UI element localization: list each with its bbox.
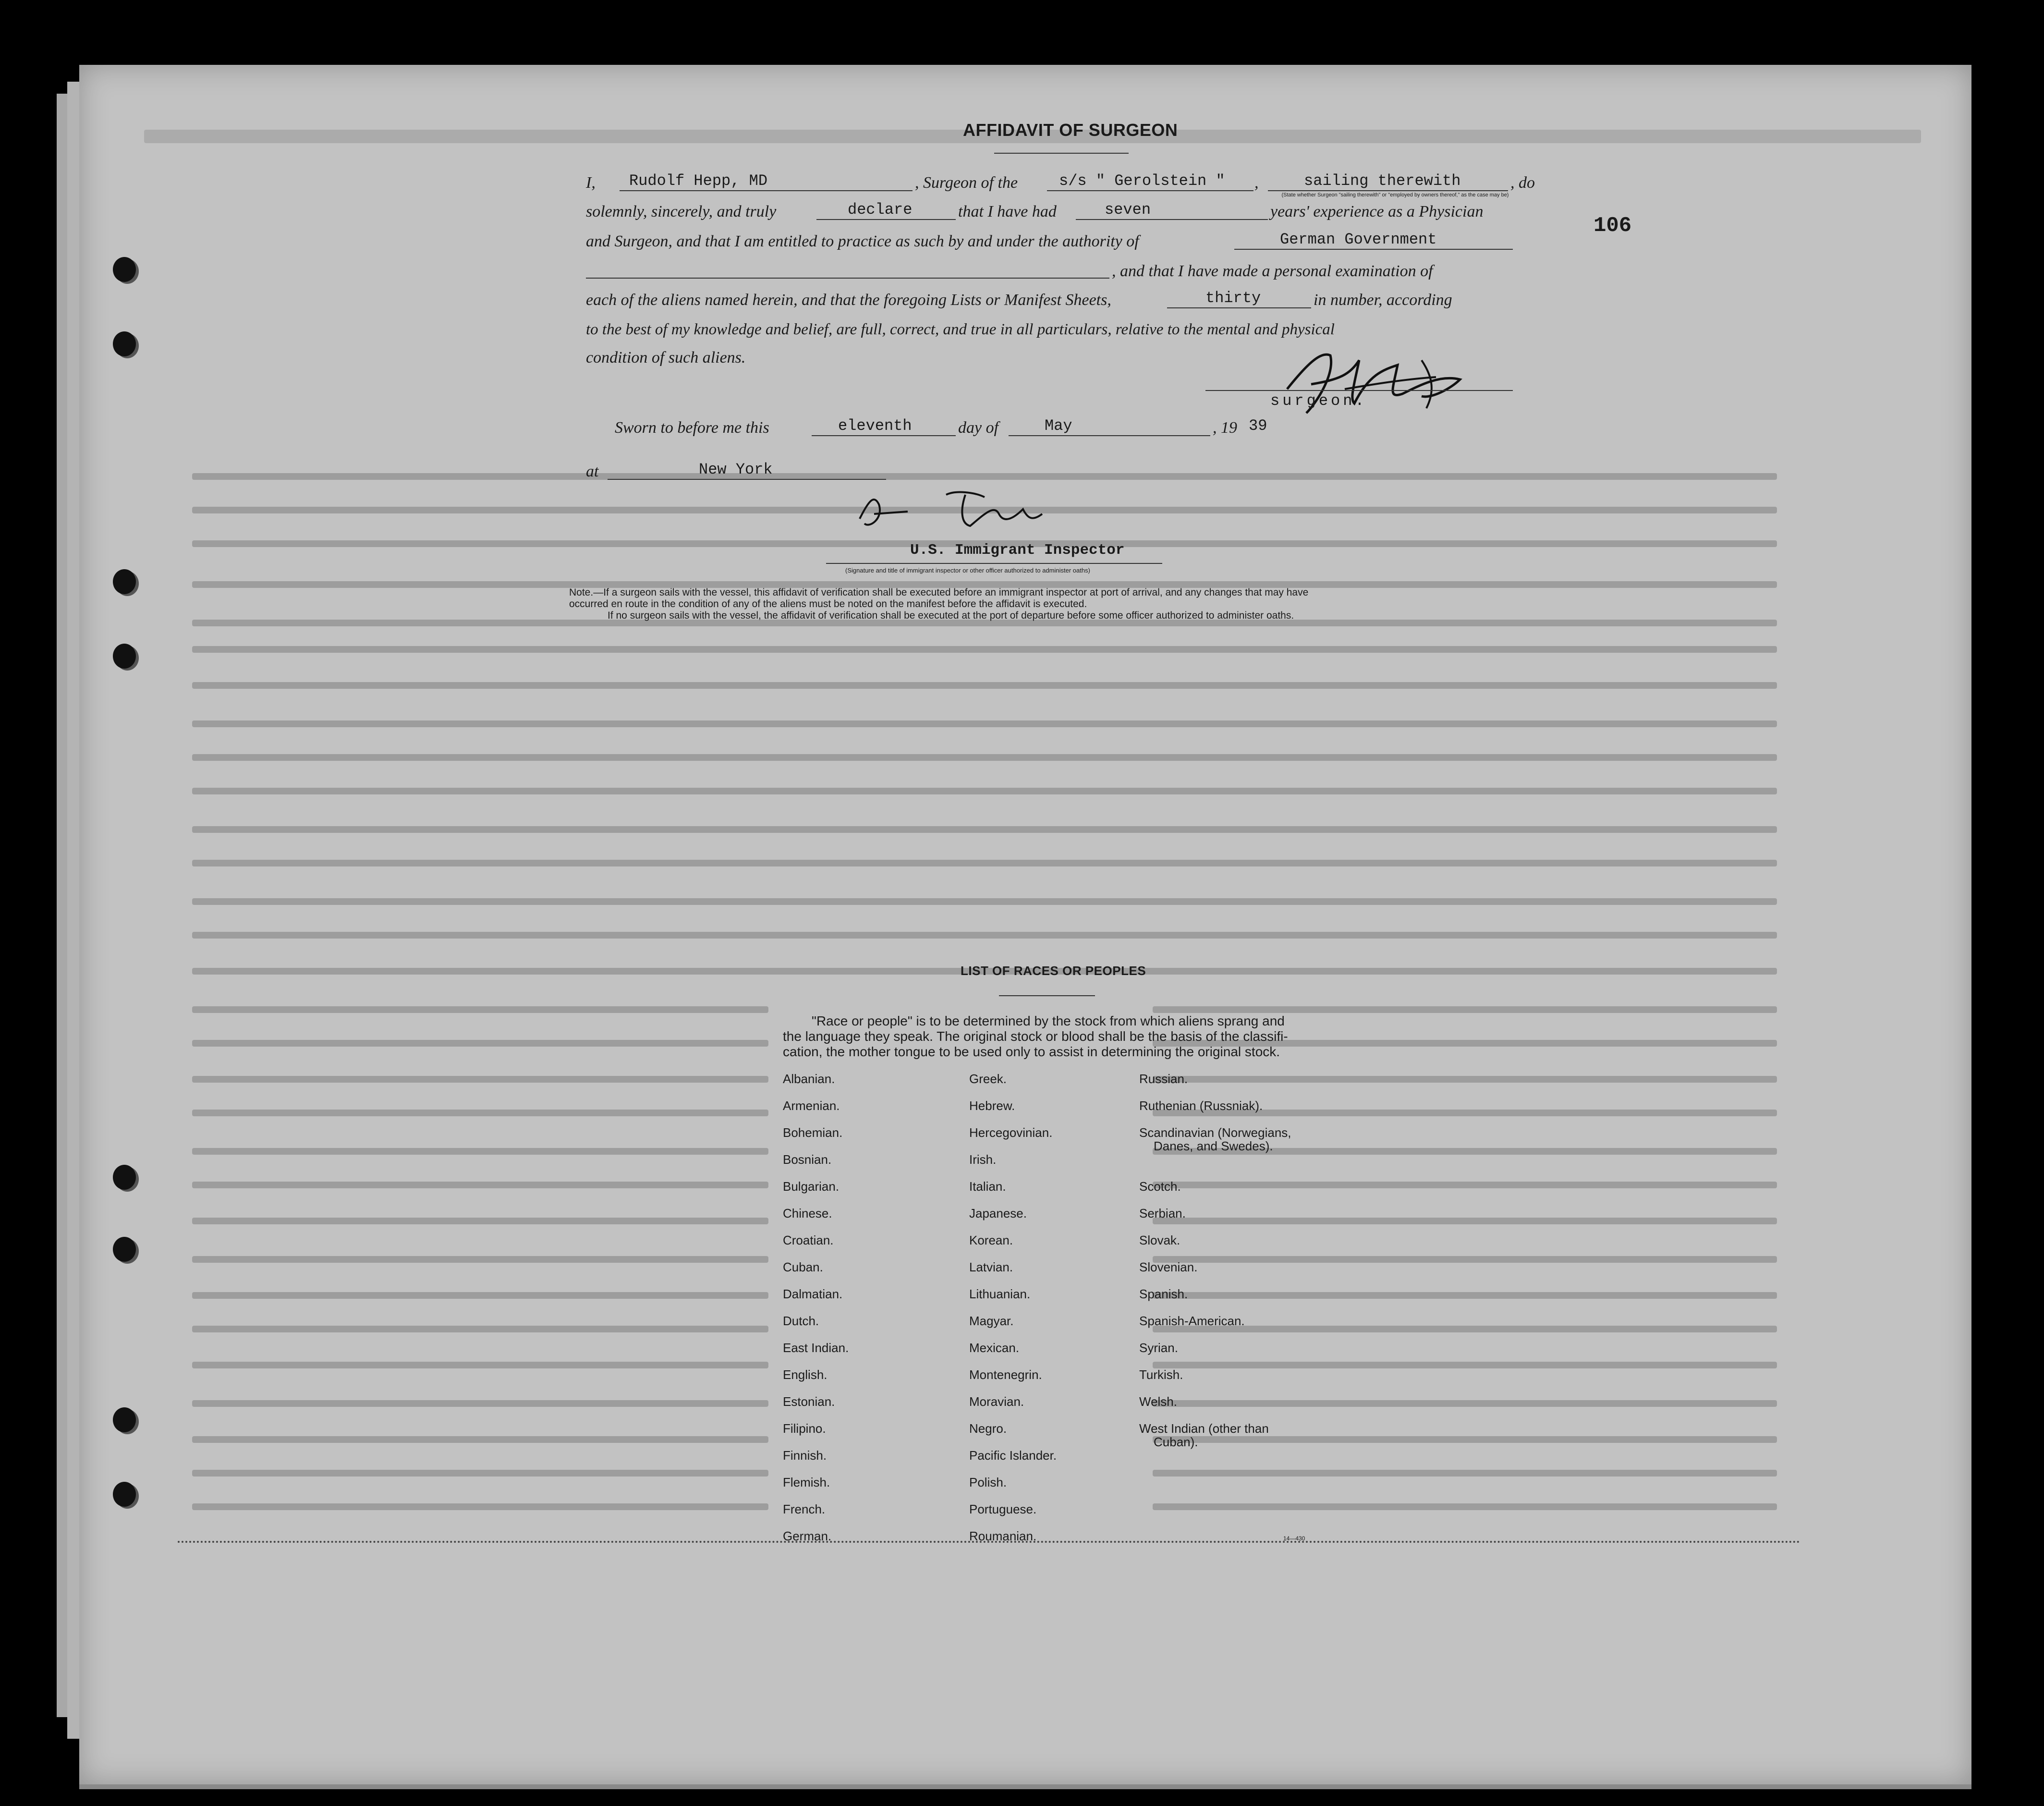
race-item: Croatian. (783, 1233, 834, 1247)
race-item: Japanese. (969, 1206, 1027, 1220)
fill-line (1234, 249, 1513, 250)
affidavit-text: years' experience as a Physician (1270, 203, 1484, 220)
sworn-day: eleventh (838, 417, 912, 435)
fill-line (1047, 190, 1253, 191)
race-item: Flemish. (783, 1475, 830, 1489)
sworn-year: 39 (1249, 417, 1267, 435)
races-intro: "Race or people" is to be determined by the stock from which aliens sprang and (812, 1013, 1285, 1028)
sheets-count: thirty (1205, 289, 1261, 307)
race-item: Finnish. (783, 1448, 827, 1463)
races-title: LIST OF RACES OR PEOPLES (961, 964, 1146, 978)
race-item: Lithuanian. (969, 1287, 1031, 1301)
race-item: Montenegrin. (969, 1367, 1042, 1382)
fill-line (1076, 219, 1268, 220)
race-item: Dalmatian. (783, 1287, 843, 1301)
race-item: Albanian. (783, 1072, 835, 1086)
race-item: Welsh. (1139, 1394, 1177, 1409)
inspector-signature (850, 485, 1052, 533)
fill-line (1167, 307, 1311, 308)
race-item: Italian. (969, 1179, 1006, 1194)
race-item: Danes, and Swedes). (1154, 1139, 1273, 1153)
fill-line (608, 479, 886, 480)
race-item: Mexican. (969, 1341, 1020, 1355)
title-underline (999, 995, 1095, 996)
affidavit-text: day of (958, 419, 999, 437)
race-item: Syrian. (1139, 1341, 1178, 1355)
authority: German Government (1280, 231, 1437, 248)
affidavit-text: that I have had (958, 203, 1057, 220)
race-item: Russian. (1139, 1072, 1188, 1086)
binder-hole (113, 1237, 136, 1262)
race-item: Slovak. (1139, 1233, 1180, 1247)
surgeon-name: Rudolf Hepp, MD (629, 172, 768, 190)
race-item: West Indian (other than (1139, 1421, 1269, 1436)
race-item: Serbian. (1139, 1206, 1186, 1220)
race-item: Armenian. (783, 1098, 840, 1113)
title-underline (994, 153, 1129, 154)
affidavit-text: , and that I have made a personal examination of (1112, 262, 1433, 280)
binder-hole (113, 644, 136, 669)
sworn-month: May (1045, 417, 1072, 435)
affidavit-text: solemnly, sincerely, and truly (586, 203, 777, 220)
affidavit-note: If no surgeon sails with the vessel, the affidavit of verification shall be executed at the port of departure before some officer authorized to administer oaths. (608, 610, 1294, 621)
affidavit-title: AFFIDAVIT OF SURGEON (963, 120, 1178, 140)
vessel-name: s/s " Gerolstein " (1059, 172, 1225, 190)
inspector-title: U.S. Immigrant Inspector (910, 542, 1125, 559)
affidavit-note: Note.—If a surgeon sails with the vessel, this affidavit of verification shall be executed before an immigrant inspector at port of arrival, and any changes that may have (569, 587, 1309, 598)
page-edge (67, 82, 80, 1739)
affidavit-text: in number, according (1314, 291, 1452, 309)
form-number: 14—430 (1283, 1535, 1305, 1542)
bottom-rule (178, 1541, 1801, 1543)
race-item: Negro. (969, 1421, 1007, 1436)
race-item: German. (783, 1529, 832, 1543)
race-item: East Indian. (783, 1341, 849, 1355)
races-column-1 (783, 1072, 849, 1556)
race-item: Bosnian. (783, 1152, 832, 1167)
binder-hole (113, 1165, 136, 1190)
affidavit-note: occurred en route in the condition of any of the aliens must be noted on the manifest before the affidavit is executed. (569, 598, 1087, 610)
years-experience: seven (1105, 201, 1151, 219)
binder-hole (113, 569, 136, 594)
signature-line (1205, 390, 1513, 391)
affidavit-text: , do (1510, 174, 1535, 192)
affidavit-text: , (1254, 174, 1259, 192)
fill-line (586, 278, 1109, 279)
affidavit-text: , 19 (1213, 419, 1237, 437)
race-item: Irish. (969, 1152, 997, 1167)
races-column-2 (969, 1072, 1057, 1556)
fill-line (620, 190, 912, 191)
race-item: Filipino. (783, 1421, 826, 1436)
fill-line (1009, 435, 1210, 436)
race-item: Korean. (969, 1233, 1013, 1247)
fill-line (1268, 190, 1508, 191)
races-intro: the language they speak. The original stock or blood shall be the basis of the classifi- (783, 1029, 1288, 1044)
page-number: 106 (1594, 214, 1632, 238)
affidavit-text: and Surgeon, and that I am entitled to practice as such by and under the authority of (586, 232, 1139, 250)
race-item: Hebrew. (969, 1098, 1015, 1113)
race-item: Estonian. (783, 1394, 835, 1409)
race-item: English. (783, 1367, 827, 1382)
fill-line (816, 219, 956, 220)
affidavit-text: Sworn to before me this (615, 419, 769, 437)
surgeon-label: surgeon. (1270, 392, 1367, 410)
race-item: Scotch. (1139, 1179, 1181, 1194)
binder-hole (113, 1482, 136, 1507)
binder-hole (113, 1407, 136, 1432)
race-item: Turkish. (1139, 1367, 1183, 1382)
oath-place: New York (699, 461, 773, 478)
page-edge-bottom (79, 1784, 1971, 1789)
race-item: Dutch. (783, 1314, 819, 1328)
race-item: Spanish-American. (1139, 1314, 1245, 1328)
race-item: Cuban). (1154, 1435, 1198, 1449)
race-item: Portuguese. (969, 1502, 1037, 1516)
race-item: French. (783, 1502, 826, 1516)
sailing-note: (State whether Surgeon "sailing therewith" or "employed by owners thereof," as the case may be) (1281, 192, 1509, 198)
races-column-3 (1139, 1072, 1291, 1462)
declare-word: declare (848, 201, 912, 219)
race-item: Magyar. (969, 1314, 1014, 1328)
affidavit-text: at (586, 463, 599, 480)
race-item: Moravian. (969, 1394, 1024, 1409)
fill-line (812, 435, 956, 436)
race-item: Bohemian. (783, 1125, 843, 1140)
race-item: Scandinavian (Norwegians, (1139, 1125, 1291, 1140)
affidavit-text: condition of such aliens. (586, 349, 746, 366)
inspector-line (826, 563, 1162, 564)
sailing-status: sailing therewith (1304, 172, 1461, 190)
race-item: Ruthenian (Russniak). (1139, 1098, 1263, 1113)
race-item: Polish. (969, 1475, 1007, 1489)
race-item: Slovenian. (1139, 1260, 1198, 1274)
inspector-note: (Signature and title of immigrant inspector or other officer authorized to administer oaths) (845, 567, 1090, 574)
race-item: Greek. (969, 1072, 1007, 1086)
affidavit-text: to the best of my knowledge and belief, are full, correct, and true in all particulars, relative to the mental and physical (586, 321, 1335, 338)
race-item: Spanish. (1139, 1287, 1188, 1301)
affidavit-text: I, (586, 174, 596, 192)
binder-hole (113, 257, 136, 282)
race-item: Bulgarian. (783, 1179, 840, 1194)
race-item: Cuban. (783, 1260, 823, 1274)
affidavit-text: , Surgeon of the (915, 174, 1018, 192)
binder-hole (113, 331, 136, 356)
race-item: Chinese. (783, 1206, 832, 1220)
race-item: Latvian. (969, 1260, 1013, 1274)
affidavit-text: each of the aliens named herein, and that the foregoing Lists or Manifest Sheets, (586, 291, 1111, 309)
race-item: Roumanian. (969, 1529, 1037, 1543)
race-item: Hercegovinian. (969, 1125, 1053, 1140)
race-item: Pacific Islander. (969, 1448, 1057, 1463)
races-intro: cation, the mother tongue to be used only to assist in determining the original stock. (783, 1044, 1280, 1059)
